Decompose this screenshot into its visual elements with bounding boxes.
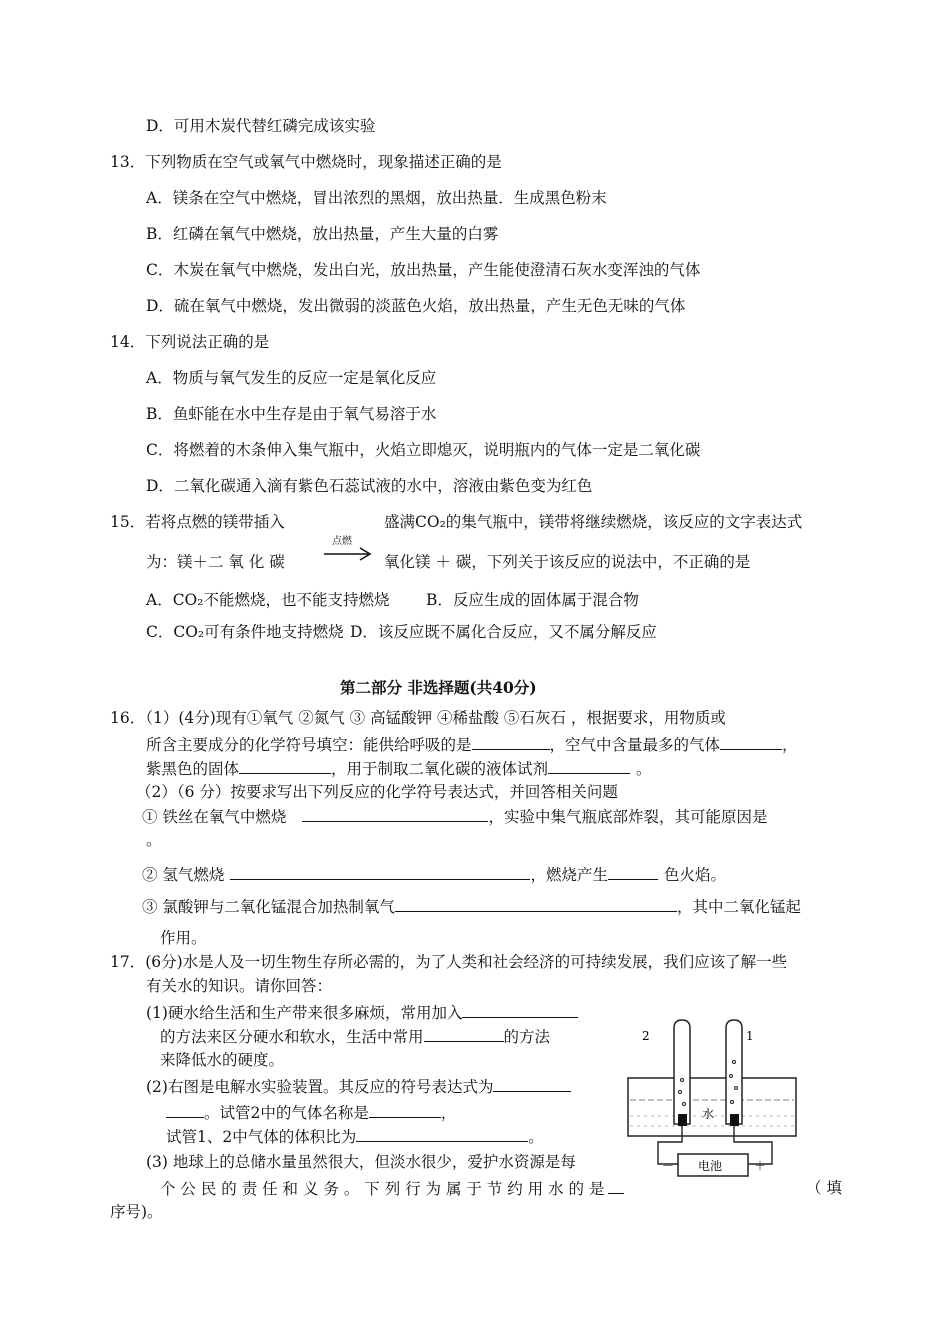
electrolysis-apparatus-diagram: [622, 1018, 808, 1186]
q17-fill-number: （ 填: [806, 1179, 842, 1197]
q16-function: 作用。: [160, 929, 207, 947]
q14-stem: 14．下列说法正确的是: [110, 333, 270, 351]
q15-option-d: D．该反应既不属化合反应，又不属分解反应: [350, 623, 657, 641]
answer-blank[interactable]: [356, 1126, 528, 1142]
q17-line1: 17．(6分)水是人及一切生物生存所必需的，为了人类和社会经济的可持续发展，我们应该了解一些: [110, 953, 788, 971]
q15-option-c: C．CO₂可有条件地支持燃烧: [146, 623, 344, 641]
q17-ratio-line: 试管1、2中气体的体积比为 。: [166, 1128, 544, 1146]
q16-liquid-reagent-prompt: ，用于制取二氧化碳的液体试剂: [331, 760, 549, 778]
battery-label: 电池: [698, 1159, 723, 1173]
electrode-left: [678, 1114, 687, 1126]
q17-soften-line: 的方法来区分硬水和软水，生活中常用 的方法: [160, 1028, 551, 1046]
answer-blank[interactable]: [302, 806, 488, 822]
q13-stem: 13．下列物质在空气或氧气中燃烧时，现象描述正确的是: [110, 153, 502, 171]
q15-stem-a: 15．若将点燃的镁带插入: [110, 513, 285, 531]
answer-blank[interactable]: [548, 758, 630, 774]
q17-electrolysis-line: (2)右图是电解水实验装置。其反应的符号表达式为: [146, 1076, 571, 1097]
q16-period: 。: [146, 831, 162, 849]
q13-option-d: D．硫在氧气中燃烧，发出微弱的淡蓝色火焰，放出热量，产生无色无味的气体: [146, 297, 686, 315]
answer-blank[interactable]: [608, 864, 658, 880]
q16-line2: 所含主要成分的化学符号填空：能供给呼吸的是 ，空气中含量最多的气体 ，: [146, 736, 798, 754]
answer-blank[interactable]: [424, 1026, 504, 1042]
q14-option-a: A．物质与氧气发生的反应一定是氧化反应: [146, 369, 437, 387]
q12-option-d: D．可用木炭代替红磷完成该实验: [146, 117, 376, 135]
q15-stem-b: 盛满CO₂的集气瓶中，镁带将继续燃烧，该反应的文字表达式: [384, 513, 803, 531]
electrode-right: [730, 1114, 739, 1126]
answer-blank[interactable]: [472, 734, 550, 750]
q16-purple-solid-prompt: 紫黑色的固体: [146, 760, 240, 778]
q15-option-b: B．反应生成的固体属于混合物: [426, 591, 639, 609]
answer-blank[interactable]: [395, 896, 677, 912]
minus-sign: －: [662, 1159, 675, 1173]
water-label: 水: [702, 1107, 715, 1121]
q17-line2: 有关水的知识。请你回答：: [146, 977, 333, 995]
q16-part2-heading: （2）（6 分）按要求写出下列反应的化学符号表达式，并回答相关问题: [136, 783, 618, 801]
reaction-condition: 点燃: [332, 536, 352, 547]
q17-save-water-line1: (3) 地球上的总储水量虽然很大，但淡水很少，爱护水资源是每: [146, 1153, 576, 1171]
q15-line2-b: 氧化镁 ＋ 碳，下列关于该反应的说法中，不正确的是: [384, 553, 751, 571]
q17-reduce-hardness: 来降低水的硬度。: [160, 1051, 285, 1069]
reaction-arrow-icon: [322, 547, 374, 561]
q13-option-b: B．红磷在氧气中燃烧，放出热量，产生大量的白雾: [146, 225, 499, 243]
q16-iron-line: ① 铁丝在氧气中燃烧 ，实验中集气瓶底部炸裂，其可能原因是: [142, 808, 768, 826]
q16-chlorate-line: ③ 氯酸钾与二氧化锰混合加热制氧气 ，其中二氧化锰起: [142, 898, 801, 916]
answer-blank[interactable]: [720, 734, 782, 750]
q17-save-water-line2: 个 公 民 的 责 任 和 义 务 。 下 列 行 为 属 于 节 约 用 水 的 是: [160, 1178, 624, 1199]
q17-hard-water-line: (1)硬水给生活和生产带来很多麻烦，常用加入: [146, 1002, 578, 1023]
answer-blank[interactable]: [493, 1076, 571, 1092]
answer-blank[interactable]: [369, 1102, 441, 1118]
q14-option-c: C．将燃着的木条伸入集气瓶中，火焰立即熄灭，说明瓶内的气体一定是二氧化碳: [146, 441, 701, 459]
plus-sign: ＋: [754, 1159, 767, 1173]
answer-blank[interactable]: [230, 864, 530, 880]
q14-option-d: D．二氧化碳通入滴有紫色石蕊试液的水中，溶液由紫色变为红色: [146, 477, 593, 495]
answer-blank[interactable]: [166, 1102, 204, 1118]
q16-line3: 紫黑色的固体 ，用于制取二氧化碳的液体试剂 。: [146, 760, 652, 778]
part-two-title: 第二部分 非选择题(共40分): [340, 678, 537, 697]
answer-blank[interactable]: [462, 1002, 578, 1018]
q17-serial: 序号)。: [110, 1203, 163, 1221]
q13-option-c: C．木炭在氧气中燃烧，发出白光，放出热量，产生能使澄清石灰水变浑浊的气体: [146, 261, 701, 279]
q16-line1: 16．（1）(4分)现有①氧气 ②氮气 ③ 高锰酸钾 ④稀盐酸 ⑤石灰石 ，根据要求，用物质或: [110, 709, 726, 727]
tube-1-label: 1: [746, 1029, 754, 1043]
answer-blank[interactable]: [239, 758, 331, 774]
q15-line2-a: 为：镁＋二 氧 化 碳: [146, 553, 285, 571]
test-tube-1: [726, 1020, 742, 1124]
q16-nitrogen-prompt: ，空气中含量最多的气体: [549, 736, 721, 754]
q14-option-b: B．鱼虾能在水中生存是由于氧气易溶于水: [146, 405, 437, 423]
test-tube-2: [674, 1020, 690, 1124]
q13-option-a: A．镁条在空气中燃烧，冒出浓烈的黑烟，放出热量．生成黑色粉末: [146, 189, 607, 207]
q15-option-a: A．CO₂不能燃烧，也不能支持燃烧: [146, 591, 390, 609]
q16-hydrogen-line: ② 氢气燃烧 ，燃烧产生 色火焰。: [142, 866, 726, 884]
tube-2-label: 2: [642, 1029, 650, 1043]
q16-breath-prompt: 所含主要成分的化学符号填空：能供给呼吸的是: [146, 736, 472, 754]
q17-tube2-line: 。试管2中的气体名称是 ，: [166, 1102, 456, 1123]
